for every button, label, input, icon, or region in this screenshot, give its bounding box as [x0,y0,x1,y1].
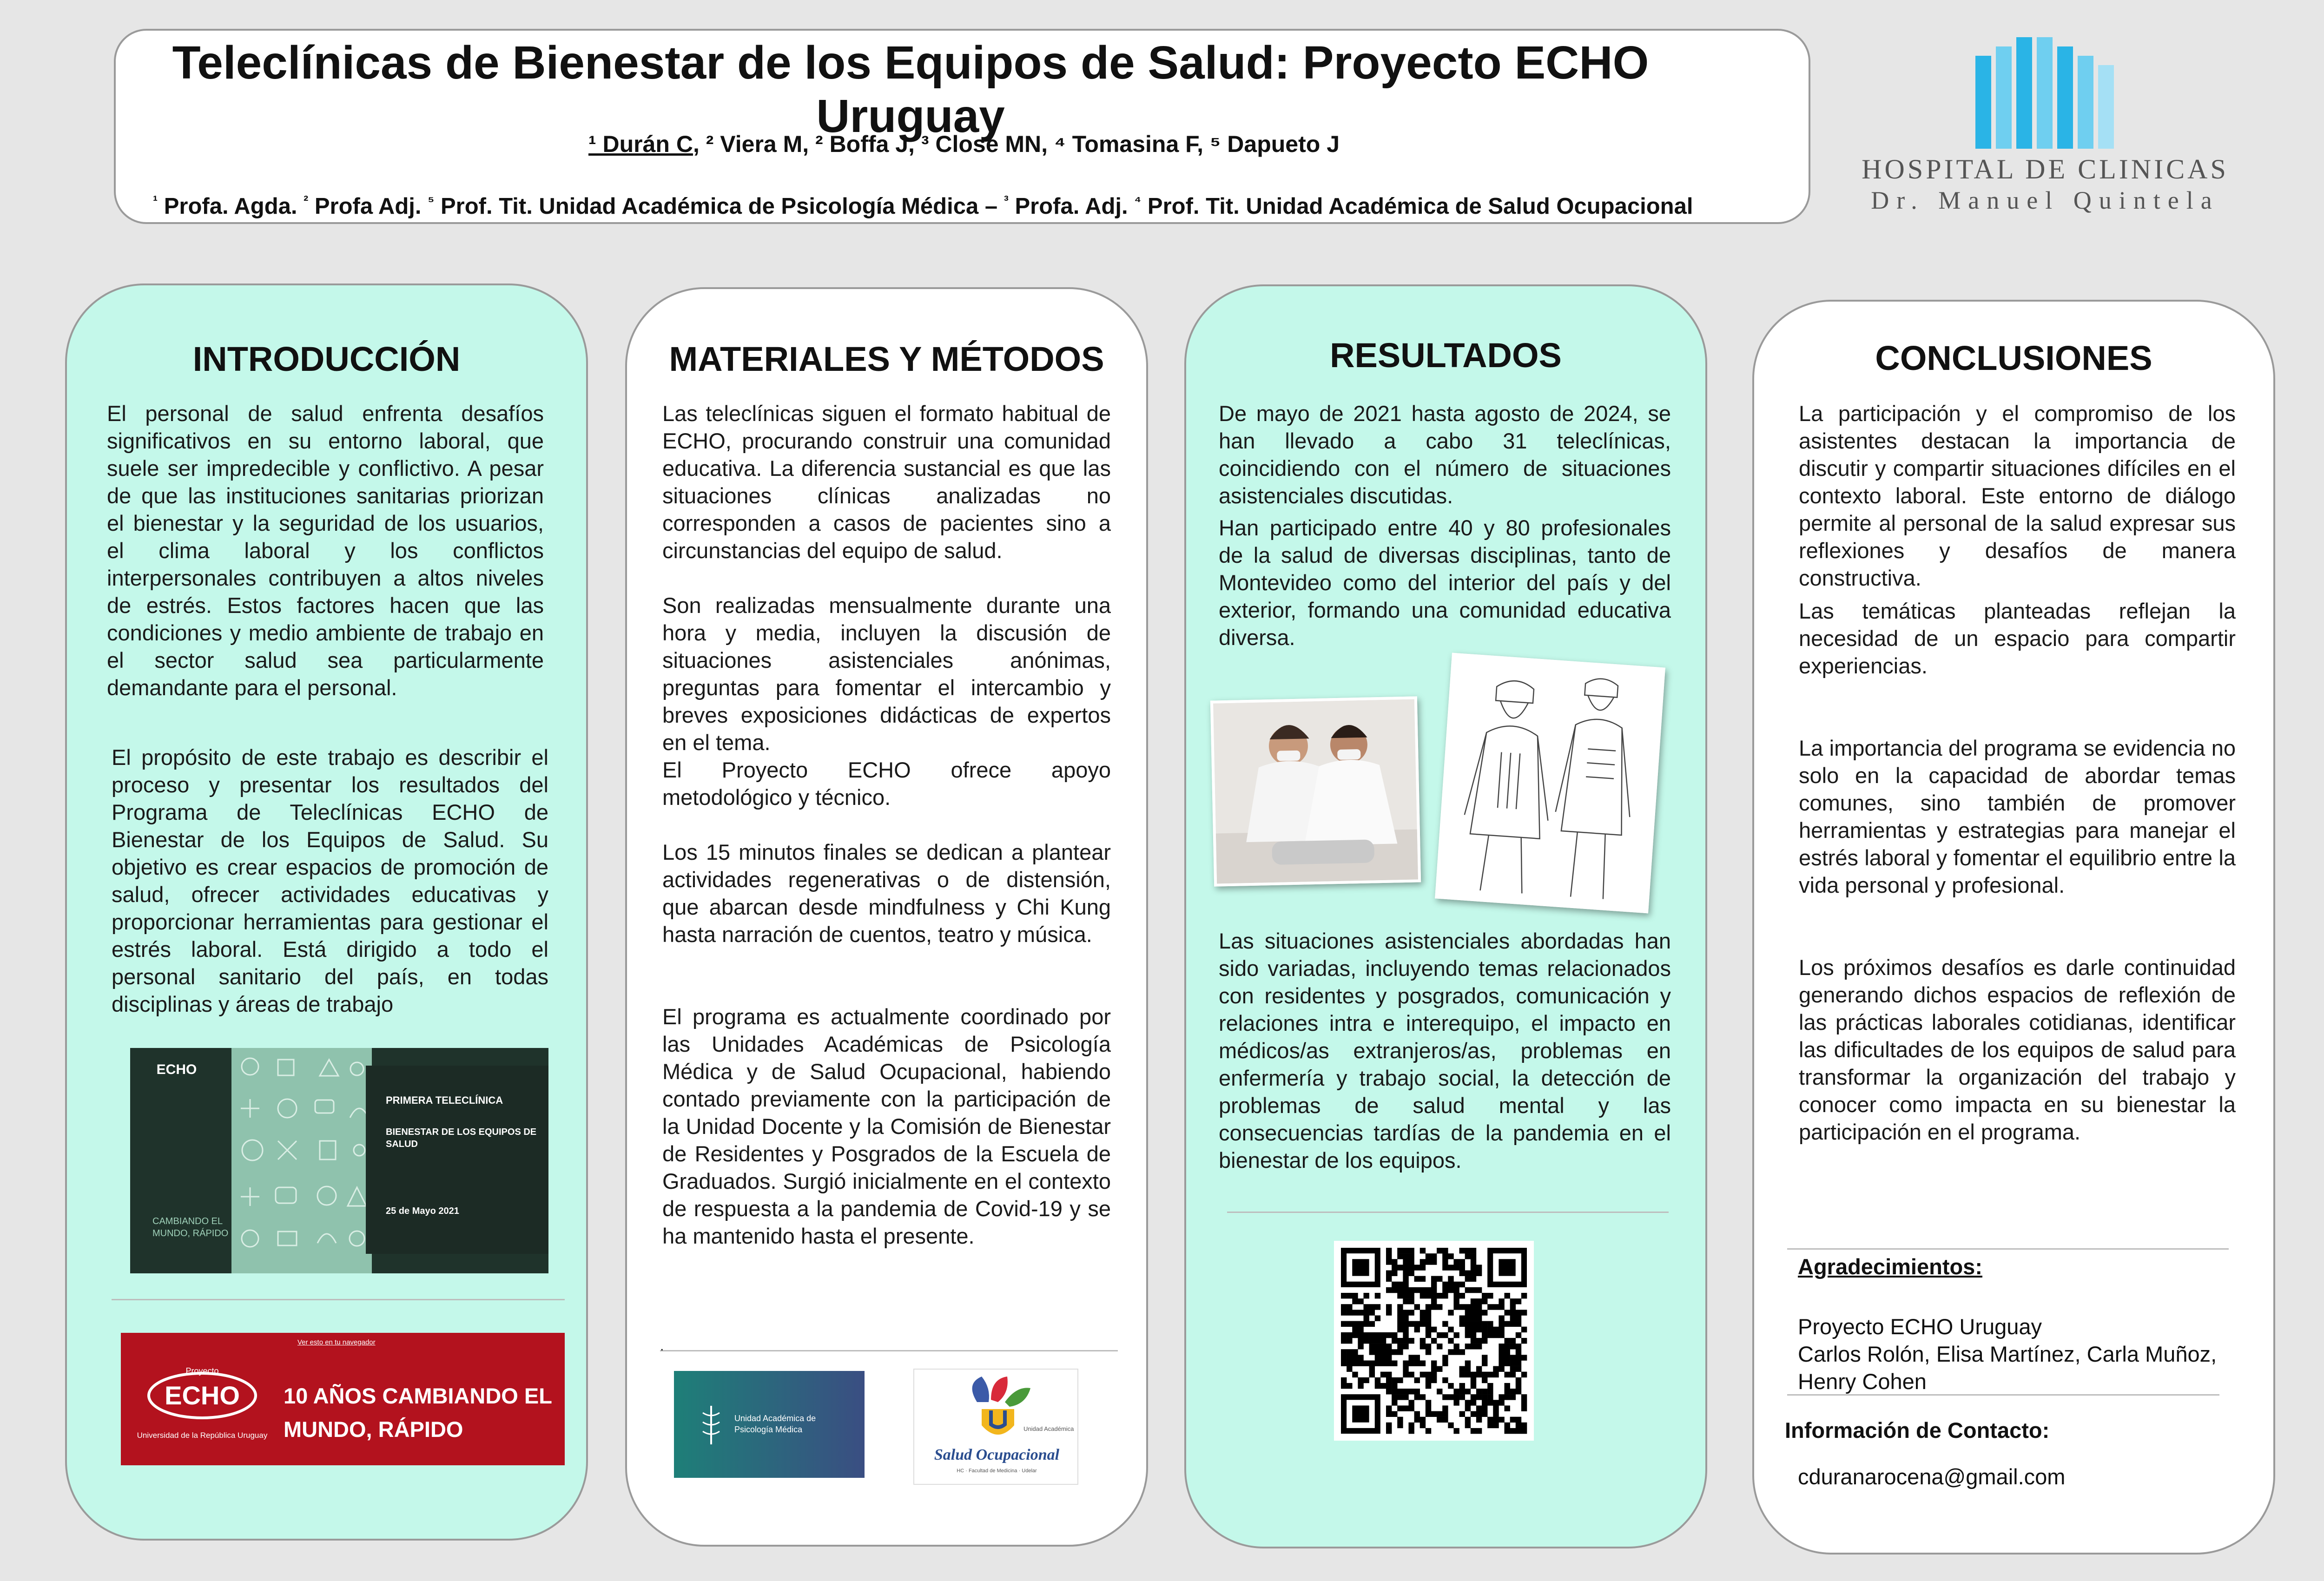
affil-mark-4: ⁴ [1134,193,1142,209]
qr-code[interactable] [1334,1241,1534,1441]
intro-paragraph-1: El personal de salud enfrenta desafíos significativos en su entorno laboral, que suele ser impredecible y conflictivo. A pesar de que las instituciones sanitarias priorizan el bienestar y la seguridad de los usuarios, el clima laboral y los conflictos interpersonales contribuyen a altos niveles de estrés. Estos factores hacen que las condiciones y medio ambiente de trabajo en el sector salud sea particularmente demandante para el personal. [107,401,544,700]
university-name: Universidad de la República Uruguay [137,1431,268,1440]
poster-header [114,29,1810,224]
affil-mark-5: ⁵ [428,193,435,209]
salud-ocupacional-emblem-icon [963,1374,1033,1444]
salud-ocupacional-logo [913,1369,1078,1485]
echo-10-years-banner [121,1333,565,1465]
affil-text-5: Prof. Tit. Unidad Académica de Psicología Médica – [434,194,1004,219]
ack-line-1: Proyecto ECHO Uruguay [1798,1314,2042,1339]
affil-text-3: Profa. Adj. [1008,194,1135,219]
methods-paragraph-3: El Proyecto ECHO ofrece apoyo metodológico y técnico. [662,758,1111,810]
echo-teleclinica-banner [130,1048,548,1273]
affil-mark-2: ² [304,193,309,209]
banner-date: 25 de Mayo 2021 [386,1206,459,1216]
conclusions-text [1799,400,2236,1146]
echo-logo-text: ECHO [165,1381,240,1410]
qr-code-icon [1334,1241,1534,1441]
methods-dot: . [660,1338,664,1354]
psicologia-medica-logo [674,1371,865,1478]
banner-line-1: PRIMERA TELECLÍNICA [386,1094,503,1106]
affil-mark-1: ¹ [153,193,158,209]
psicologia-logo-text: Unidad Académica de Psicología Médica [734,1414,816,1434]
banner-text-area [366,1066,548,1254]
author-first: ¹ Durán C [588,131,693,157]
methods-divider [660,1350,1118,1351]
icon-pattern-icon [231,1048,372,1273]
ack-line-2: Carlos Rolón, Elisa Martínez, Carla Muñoz, Henry Cohen [1798,1342,2217,1394]
affil-text-1: Profa. Agda. [158,194,304,219]
ack-divider-bottom [1787,1394,2219,1396]
results-title: RESULTADOS [1330,336,1562,375]
methods-paragraph-1: Las teleclínicas siguen el formato habitual de ECHO, procurando construir una comunidad educativa. La diferencia sustancial es que las situaciones clínicas analizadas no corresponden a casos de pacientes sino a circunstancias del equipo de salud. [662,401,1111,563]
ack-divider-top [1787,1248,2229,1250]
intro-title: INTRODUCCIÓN [192,340,461,378]
poster-title: Teleclínicas de Bienestar de los Equipos de Salud: Proyecto ECHO Uruguay [172,37,1649,142]
intro-divider [112,1299,565,1300]
echo-tagline: CAMBIANDO EL MUNDO, RÁPIDO [152,1216,229,1238]
results-text-top [1219,400,1671,651]
hospital-logo [1841,37,2250,218]
conclusions-title: CONCLUSIONES [1875,339,2152,377]
browser-link[interactable]: Ver esto en tu navegador [297,1338,376,1346]
ocup-logo-subtext: HC · Facultad de Medicina · Udelar [957,1468,1037,1474]
affil-text-4: Prof. Tit. Unidad Académica de Salud Ocupacional [1141,194,1693,219]
hospital-subtitle: Dr. Manuel Quintela [1871,186,2219,214]
methods-paragraph-5: El programa es actualmente coordinado por las Unidades Académicas de Psicología Médica y de Salud Ocupacional, habiendo contado previamente con la participación de la Unidad Docente y la Comisión de Bienestar de Residentes y Posgrados de la Escuela de Graduados. Surgió inicialmente en el contexto de respuesta a la pandemia de Covid-19 y se ha mantenido hasta el presente. [662,1004,1111,1248]
results-paragraph-1: De mayo de 2021 hasta agosto de 2024, se han llevado a cabo 31 teleclínicas, coincidiendo con el número de situaciones asistenciales discutidas. [1219,401,1671,508]
health-workers-illustration [1213,699,1418,884]
acknowledgements-body [1798,1313,2235,1395]
contact-title: Información de Contacto: [1785,1418,2050,1443]
ocup-logo-text: Salud Ocupacional [934,1446,1060,1463]
pattern-background [231,1048,372,1273]
methods-text [662,400,1111,1250]
intro-paragraph-2: El propósito de este trabajo es describir el proceso y presentar los resultados del Programa de Teleclínicas ECHO de Bienestar de los Equipos de Salud. Su objetivo es crear espacios de promoción de salud, ofrecer actividades educativas y proporcionar herramientas para gestionar el estrés laboral. Está dirigido a todo el personal sanitario del país, en todas disciplinas y áreas de trabajo [112,745,548,1016]
affil-mark-3: ³ [1004,193,1009,209]
affil-text-2: Profa Adj. [308,194,428,219]
methods-paragraph-4: Los 15 minutos finales se dedican a plantear actividades regenerativas o de distensión, que abarcan desde mindfulness y Chi Kung hasta narración de cuentos, teatro y música. [662,840,1111,947]
sketch-illustration [1435,653,1665,914]
acknowledgements-title: Agradecimientos: [1798,1254,1982,1279]
conclusions-paragraph-3: La importancia del programa se evidencia no solo en la capacidad de abordar temas comunes, sino también de promover herramientas y estrategias para manejar el estrés laboral y fomentar el equilibrio entre la vida personal y profesional. [1799,736,2236,897]
contact-email[interactable]: cduranarocena@gmail.com [1798,1464,2066,1489]
methods-paragraph-2: Son realizadas mensualmente durante una hora y media, incluyen la discusión de situaciones asistenciales anónimas, preguntas para fomentar el intercambio y breves exposiciones didácticas de expertos en el tema. [662,593,1111,755]
results-divider [1227,1212,1669,1213]
banner-slogan: 10 AÑOS CAMBIANDO EL MUNDO, RÁPIDO [284,1383,552,1442]
echo-logo: ECHO [156,1062,197,1077]
health-workers-photo [1210,696,1421,886]
author-rest: , ² Viera M, ² Boffa J, ³ Close MN, ⁴ Tomasina F, ⁵ Dapueto J [693,131,1340,157]
hospital-bars-icon [1975,37,2115,149]
results-paragraph-2: Han participado entre 40 y 80 profesionales de la salud de diversas disciplinas, tanto de Montevideo como del interior del país y del exterior, formando una comunidad educativa diversa. [1219,515,1671,650]
sketch-health-workers-illustration [1438,656,1662,910]
ocup-logo-top: Unidad Académica [1023,1425,1074,1432]
author-list [116,131,1812,158]
conclusions-paragraph-2: Las temáticas planteadas reflejan la necesidad de un espacio para compartir experiencias. [1799,599,2236,678]
results-paragraph-3: Las situaciones asistenciales abordadas han sido variadas, incluyendo temas relacionados con residentes y posgrados, comunicación y relaciones intra e interequipo, el impacto en médicos/as extranjeros/as, problemas en enfermería y trabajo social, la detección de problemas de salud mental y las consecuencias tardías de la pandemia en el bienestar de los equipos. [1219,929,1671,1173]
conclusions-paragraph-1: La participación y el compromiso de los asistentes destacan la importancia de discutir y compartir situaciones difíciles en el contexto laboral. Este entorno de diálogo permite al personal de la salud expresar sus reflexiones y desafíos de manera constructiva. [1799,401,2236,590]
methods-title: MATERIALES Y MÉTODOS [669,340,1104,378]
conclusions-paragraph-4: Los próximos desafíos es darle continuidad generando dichos espacios de reflexión de las prácticas laborales cotidianas, identificar las dificultades de los equipos de salud para transformar la organización del trabajo y conocer como impacta en su bienestar la participación en el programa. [1799,955,2236,1144]
caduceus-icon [697,1403,725,1445]
banner-line-2: BIENESTAR DE LOS EQUIPOS DE SALUD [386,1127,537,1149]
echo-oval-logo [144,1365,260,1421]
echo-logo-top-text: Proyecto [185,1366,219,1376]
affiliations [153,193,1808,219]
hospital-name: HOSPITAL DE CLINICAS [1862,154,2229,184]
